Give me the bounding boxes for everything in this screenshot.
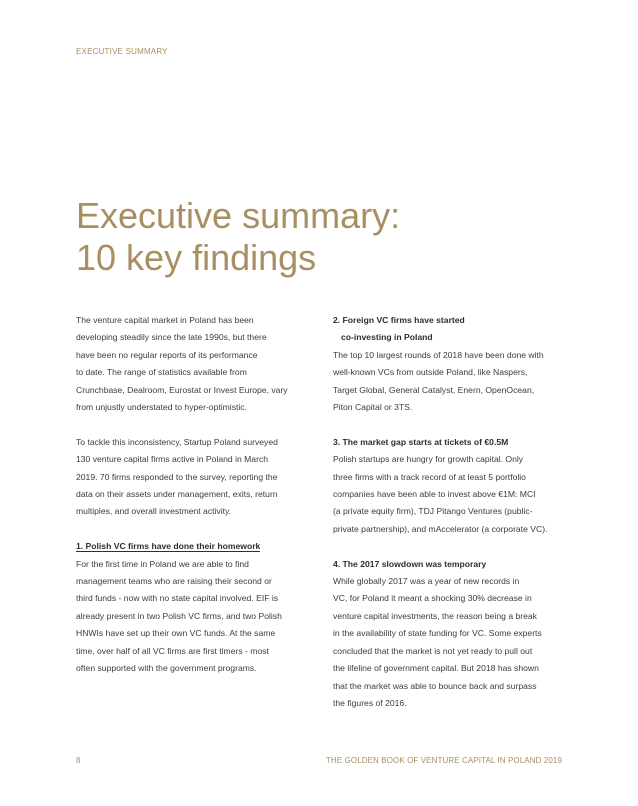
text-line: the lifeline of government capital. But 2018 has shown: [333, 663, 539, 674]
text-line: Piton Capital or 3TS.: [333, 402, 413, 413]
text-line: While globally 2017 was a year of new records in: [333, 576, 520, 587]
text-line: Crunchbase, Dealroom, Eurostat or Invest Europe, vary: [76, 384, 288, 395]
text-line: 2019. 70 firms responded to the survey, reporting the: [76, 471, 278, 482]
text-line: data on their assets under management, exits, return: [76, 489, 278, 500]
text-line: have been no regular reports of its performance: [76, 349, 258, 360]
text-line: the figures of 2016.: [333, 697, 407, 708]
text-line: To tackle this inconsistency, Startup Poland surveyed: [76, 436, 278, 447]
text-line: VC, for Poland it meant a shocking 30% decrease in: [333, 593, 532, 604]
intro-paragraph: [76, 312, 314, 416]
text-line: venture capital investments, the reason being a break: [333, 610, 537, 621]
finding-4-heading: 4. The 2017 slowdown was temporary: [333, 558, 487, 569]
text-line: private partnership), and mAccelerator (a corporate VC).: [333, 523, 548, 534]
text-line: often supported with the government programs.: [76, 663, 257, 674]
finding-1-heading-text: 1. Polish VC firms have done their homework: [76, 541, 261, 552]
text-line: HNWIs have set up their own VC funds. At the same: [76, 628, 276, 639]
right-column: [333, 312, 573, 712]
text-line: Target Global, General Catalyst, Enern, OpenOcean,: [333, 384, 535, 395]
finding-1-heading: [76, 538, 314, 555]
finding-4: [333, 556, 573, 713]
title-line-1: Executive summary:: [76, 195, 401, 236]
text-line: multiples, and overall investment activity.: [76, 506, 232, 517]
finding-3-heading: 3. The market gap starts at tickets of €0.5M: [333, 436, 509, 447]
finding-2-heading: 2. Foreign VC firms have started: [333, 315, 465, 325]
title-line-2: 10 key findings: [76, 237, 317, 278]
text-line: already present in two Polish VC firms, and two Polish: [76, 610, 282, 621]
text-line: The top 10 largest rounds of 2018 have been done with: [333, 349, 544, 360]
text-line: to date. The range of statistics available from: [76, 367, 247, 378]
text-line: time, over half of all VC firms are first timers - most: [76, 645, 269, 656]
page-title: [76, 195, 400, 279]
text-line: The venture capital market in Poland has been: [76, 315, 254, 325]
finding-2: [333, 312, 573, 416]
text-line: that the market was able to bounce back and surpass: [333, 680, 537, 691]
page-number: 8: [76, 756, 81, 765]
finding-2-heading-cont: co-investing in Poland: [341, 332, 433, 343]
text-line: (a private equity firm), TDJ Pitango Ventures (public-: [333, 506, 533, 517]
text-line: For the first time in Poland we are able to find: [76, 558, 249, 569]
text-line: management teams who are raising their second or: [76, 576, 272, 587]
text-line: Polish startups are hungry for growth capital. Only: [333, 454, 524, 465]
text-line: well-known VCs from outside Poland, like Naspers,: [333, 367, 528, 378]
finding-1: [76, 538, 314, 677]
left-column: [76, 312, 314, 678]
section-label: EXECUTIVE SUMMARY: [76, 47, 168, 56]
text-line: in the availability of state funding for VC. Some experts: [333, 628, 542, 639]
survey-paragraph: [76, 434, 314, 521]
text-line: concluded that the market is not yet ready to pull out: [333, 645, 533, 656]
publication-title: THE GOLDEN BOOK OF VENTURE CAPITAL IN POLAND 2019: [325, 756, 562, 765]
text-line: 130 venture capital firms active in Poland in March: [76, 454, 269, 465]
text-line: developing steadily since the late 1990s, but there: [76, 332, 267, 343]
text-line: companies have been able to invest above €1M: MCI: [333, 489, 536, 500]
text-line: three firms with a track record of at least 5 portfolio: [333, 471, 526, 482]
text-line: from unjustly understated to hyper-optimistic.: [76, 402, 247, 413]
finding-3: [333, 434, 573, 538]
text-line: third funds - now with no state capital involved. EIF is: [76, 593, 279, 604]
